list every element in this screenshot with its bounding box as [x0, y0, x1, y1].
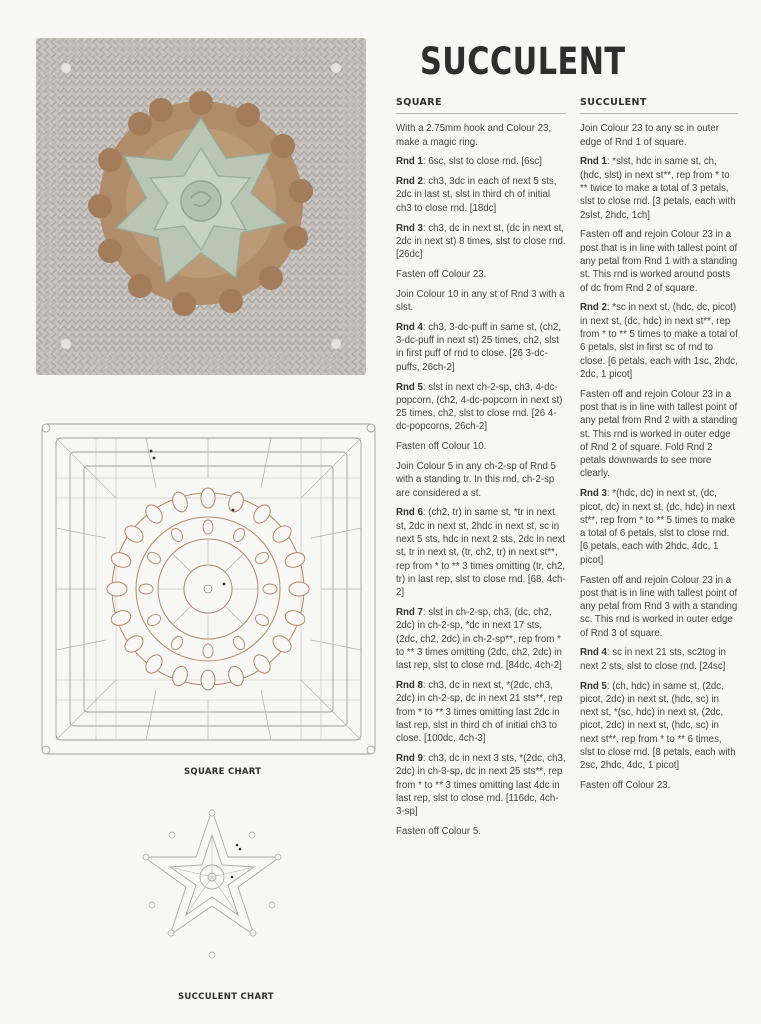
square-chart-caption: SQUARE CHART: [184, 767, 262, 777]
instruction-paragraph: [396, 460, 566, 500]
instruction-text: : ch3, 3dc in each of next 5 sts, 2dc in last st, slst in third ch of initial ch3 to close rnd. [18dc]: [396, 176, 557, 214]
instruction-paragraph: [580, 574, 738, 640]
round-label: Rnd 5: [396, 381, 423, 393]
instruction-text: : *sc in next st, (hdc, dc, picot) in next st, (dc, hdc) in next st**, rep from * to ** 5 times to make a total of 6 petals, slst in first sc of rnd to close. [6 petals, each with 1sc, 2hdc, 2dc, 1 picot]: [580, 302, 738, 380]
instruction-text: : 6sc, slst to close rnd. [6sc]: [422, 156, 542, 168]
succulent-chart-caption: SUCCULENT CHART: [178, 992, 274, 1002]
instruction-text: Join Colour 23 to any sc in outer edge of Rnd 1 of square.: [580, 123, 719, 148]
instruction-text: : ch3, dc in next st, (dc in next st, 2dc in next st) 8 times, slst to close rnd. [26dc]: [396, 222, 566, 261]
round-label: Rnd 2: [580, 302, 607, 314]
instruction-paragraph: [396, 440, 566, 453]
instruction-paragraph: [580, 301, 738, 381]
instruction-paragraph: [396, 679, 566, 745]
instruction-text: Join Colour 5 in any ch-2-sp of Rnd 5 with a standing tr. In this rnd, ch-2-sp are considered a st.: [396, 461, 556, 499]
square-instructions: [396, 96, 566, 845]
succulent-chart: [132, 805, 292, 965]
instruction-paragraph: [580, 122, 738, 149]
instruction-paragraph: [396, 825, 566, 838]
instruction-text: Fasten off Colour 23.: [580, 780, 671, 792]
succulent-instructions: [580, 96, 738, 799]
instruction-text: : ch3, dc in next 3 sts, *(2dc, ch3, 2dc) in ch-3-sp, dc in next 25 sts**, rep from * to ** 3 times omitting last 4dc in last rep, slst to close rnd. [116dc, 4ch-3-sp]: [396, 752, 566, 818]
instruction-text: : (ch2, tr) in same st, *tr in next st, 2dc in next st, 2hdc in next st, sc in next 5 sts, hdc in next 2 sts, 2dc in next st, tr in next st, (tr, ch2, tr) in next st**, rep from * to ** 3 times omitting (tr, ch2, tr) in last rep, slst to close rnd. [68, 4ch-2]: [396, 507, 566, 599]
round-label: Rnd 3: [580, 488, 607, 500]
instruction-text: Fasten off Colour 5.: [396, 825, 481, 837]
round-label: Rnd 1: [396, 156, 423, 168]
round-label: Rnd 2: [396, 176, 423, 188]
instruction-paragraph: [396, 506, 566, 599]
square-chart: [36, 418, 381, 760]
instruction-text: : sc in next 21 sts, sc2tog in next 2 sts, slst to close rnd. [24sc]: [580, 647, 726, 672]
instruction-paragraph: [396, 752, 566, 818]
instruction-paragraph: [580, 155, 738, 221]
instruction-paragraph: [580, 388, 738, 481]
photo-illustration: [36, 38, 366, 375]
round-label: Rnd 8: [396, 679, 423, 691]
instruction-paragraph: [396, 381, 566, 434]
page-title: SUCCULENT: [420, 40, 626, 83]
instruction-paragraph: [396, 288, 566, 315]
round-label: Rnd 7: [396, 607, 423, 618]
square-heading: SQUARE: [396, 96, 566, 114]
instruction-paragraph: [396, 606, 566, 672]
round-label: Rnd 3: [396, 222, 423, 234]
instruction-text: : (ch, hdc) in same st, (2dc, picot, 2dc) in next st, (hdc, sc) in next st, *(sc, hdc) in next st, (2dc, picot, 2dc) in next st, (hdc, sc) in next st**, rep from * to ** 6 times, slst to close rnd. [8 petals, each with 2sc, 2hdc, 4dc, 1 picot]: [580, 680, 736, 772]
instruction-text: Join Colour 10 in any st of Rnd 3 with a slst.: [396, 288, 565, 314]
square-paragraphs: [396, 122, 566, 838]
instruction-paragraph: [396, 122, 566, 149]
succulent-paragraphs: [580, 122, 738, 792]
instruction-text: Fasten off Colour 10.: [396, 441, 487, 453]
instruction-paragraph: [580, 680, 738, 773]
instruction-paragraph: [580, 228, 738, 294]
instruction-paragraph: [396, 222, 566, 262]
instruction-paragraph: [580, 779, 738, 792]
instruction-paragraph: [580, 487, 738, 567]
instruction-text: Fasten off Colour 23.: [396, 268, 487, 280]
instruction-text: : *slst, hdc in same st, ch, (hdc, slst) in next st**, rep from * to ** twice to make a total of 3 petals, slst to close rnd. [3 petals, each with 2slst, 2hdc, 1ch]: [580, 156, 736, 221]
round-label: Rnd 4: [580, 647, 607, 659]
instruction-paragraph: [396, 268, 566, 281]
instruction-paragraph: [396, 155, 566, 168]
succulent-heading: SUCCULENT: [580, 96, 738, 114]
succulent-square-photo: [36, 38, 366, 375]
instruction-text: Fasten off and rejoin Colour 23 in a post that is in line with tallest point of any petal from Rnd 3 with a standing sc. This rnd is worked in outer edge of Rnd 3 of square.: [580, 574, 738, 639]
instruction-text: : *(hdc, dc) in next st, (dc, picot, dc) in next st, (dc, hdc) in next st**, rep from * to ** 5 times to make a total of 6 petals, slst to close rnd. [6 petals, each with 2hdc, 4dc, 1 picot]: [580, 488, 736, 566]
round-label: Rnd 4: [396, 321, 423, 333]
instruction-text: : slst in ch-2-sp, ch3, (dc, ch2, 2dc) in ch-2-sp, *dc in next 17 sts, (2dc, ch2, 2dc) in ch-2-sp**, rep from * to ** 3 times omitting (2dc, ch2, 2dc) in last rep, slst to close rnd. [84dc, 4ch-2]: [396, 607, 562, 672]
round-label: Rnd 9: [396, 752, 423, 764]
round-label: Rnd 1: [580, 156, 607, 168]
instruction-text: : ch3, 3-dc-puff in same st, (ch2, 3-dc-puff in next st) 25 times, ch2, slst in first puff of rnd to close. [26 3-dc-puffs, 26ch-2]: [396, 321, 562, 373]
instruction-text: Fasten off and rejoin Colour 23 in a post that is in line with tallest point of any petal from Rnd 2 with a standing st. This rnd is worked in outer edge of Rnd 2 of square. Fold Rnd 2 petals downwards to see more clearly.: [580, 388, 738, 480]
round-label: Rnd 5: [580, 680, 607, 692]
instruction-paragraph: [580, 646, 738, 673]
instruction-paragraph: [396, 321, 566, 374]
instruction-text: : slst in next ch-2-sp, ch3, 4-dc-popcorn, (ch2, 4-dc-popcorn in next st) 25 times, ch2, slst to close rnd. [26 4-dc-popcorns, 26ch-2]: [396, 381, 563, 433]
round-label: Rnd 6: [396, 507, 423, 519]
instruction-paragraph: [396, 175, 566, 215]
instruction-text: With a 2.75mm hook and Colour 23, make a magic ring.: [396, 123, 552, 148]
instruction-text: : ch3, dc in next st, *(2dc, ch3, 2dc) in ch-2-sp, dc in next 21 sts**, rep from * to ** 3 times omitting last 2dc in last rep, slst in third ch of initial ch3 to close. [100dc, 4ch-3]: [396, 679, 563, 745]
instruction-text: Fasten off and rejoin Colour 23 in a post that is in line with tallest point of any petal from Rnd 1 with a standing st. This rnd is worked around posts of dc from Rnd 2 of square.: [580, 229, 738, 294]
